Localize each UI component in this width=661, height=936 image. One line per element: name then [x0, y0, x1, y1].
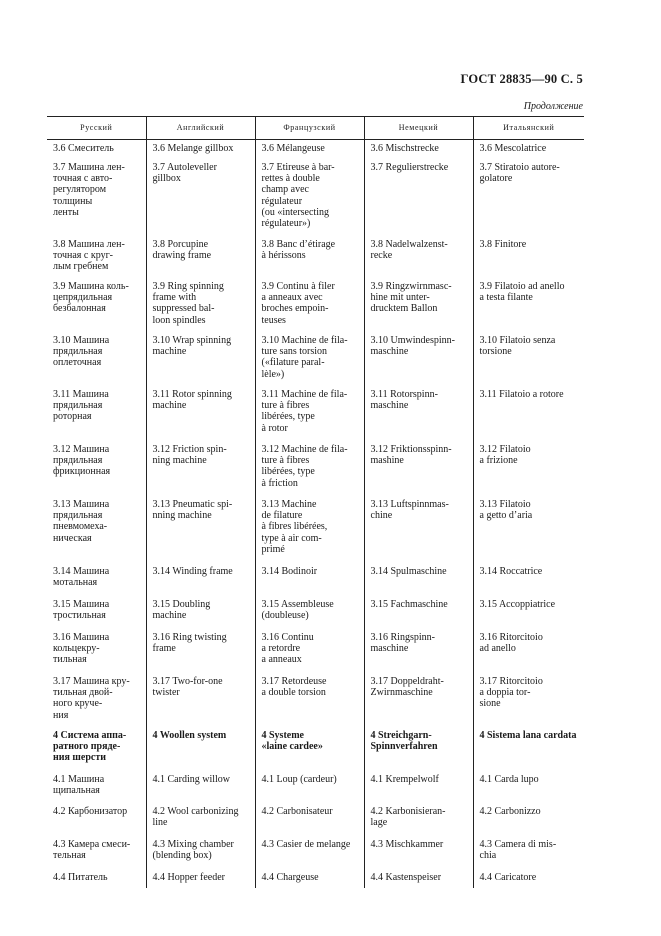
- term-cell-italian: 4.2 Carbonizzo: [473, 803, 584, 836]
- term-cell-russian: 3.13 Машина прядильная пневмомеха- ническая: [53, 499, 110, 544]
- term-cell-german: 3.15 Fachmaschine: [364, 596, 473, 629]
- term-cell-french: 3.8 Banc d’étirage à hérissons: [255, 236, 364, 278]
- term-cell-french: 4 Systeme «laine cardee»: [255, 727, 364, 771]
- term-cell-english: 3.8 Porcupine drawing frame: [146, 236, 255, 278]
- table-row: [47, 673, 584, 727]
- term-cell-russian: 3.14 Машина мотальная: [53, 566, 110, 589]
- term-cell-english: 3.13 Pneumatic spi- nning machine: [146, 496, 255, 563]
- term-cell-italian: 3.12 Filatoio a frizione: [473, 441, 584, 496]
- term-cell-russian: 3.12 Машина прядильная фрикционная: [53, 444, 111, 478]
- term-cell-english: 3.9 Ring spinning frame with suppressed bal- loon spindles: [146, 278, 255, 332]
- table-row: [47, 563, 584, 596]
- term-cell-russian: 4.1 Машина щипальная: [53, 774, 105, 797]
- term-cell-french: 3.7 Etireuse à bar- rettes à double champ avec régulateur (ou «intersecting régulateur»): [255, 159, 364, 236]
- continuation-label: Продолжение: [523, 101, 583, 112]
- term-cell-german: 4 Streichgarn- Spinnverfahren: [364, 727, 473, 771]
- table-header-row: [47, 117, 584, 140]
- table-body: [47, 140, 584, 889]
- term-cell-german: 4.4 Kastenspeiser: [364, 869, 473, 888]
- term-cell-russian: 4.4 Питатель: [53, 872, 108, 883]
- term-cell-russian: 4.2 Карбонизатор: [53, 806, 128, 817]
- term-cell-russian: 3.10 Машина прядильная оплеточная: [53, 335, 110, 369]
- term-cell-french: 3.16 Continu a retordre a anneaux: [255, 629, 364, 673]
- term-cell-italian: 4.1 Carda lupo: [473, 771, 584, 803]
- term-cell-russian: 4.3 Камера смеси- тельная: [53, 839, 131, 862]
- term-cell-french: 3.11 Machine de fila- ture à fibres libérées, type à rotor: [255, 386, 364, 441]
- term-cell-german: 3.16 Ringspinn- maschine: [364, 629, 473, 673]
- column-header-english: Английский: [146, 117, 255, 140]
- term-cell-french: 3.17 Retordeuse a double torsion: [255, 673, 364, 727]
- table-row: [47, 159, 584, 236]
- term-cell-english: 3.17 Two-for-one twister: [146, 673, 255, 727]
- term-cell-italian: 3.17 Ritorcitoio a doppia tor- sione: [473, 673, 584, 727]
- column-header-german: Немецкий: [364, 117, 473, 140]
- term-cell-russian: 3.11 Машина прядильная роторная: [53, 389, 109, 423]
- term-cell-german: 3.14 Spulmaschine: [364, 563, 473, 596]
- term-cell-english: 3.14 Winding frame: [146, 563, 255, 596]
- term-cell-german: 3.9 Ringzwirnmasc- hine mit unter- drucktem Ballon: [364, 278, 473, 332]
- term-cell-russian: 4 Система аппа- ратного пряде- ния шерсти: [53, 730, 127, 764]
- term-cell-english: 4.2 Wool carbonizing line: [146, 803, 255, 836]
- table-row: [47, 803, 584, 836]
- term-cell-italian: 4.4 Caricatore: [473, 869, 584, 888]
- term-cell-french: 3.15 Assembleuse (doubleuse): [255, 596, 364, 629]
- term-cell-english: 3.11 Rotor spinning machine: [146, 386, 255, 441]
- term-cell-russian: 3.6 Смеситель: [53, 143, 114, 154]
- table-row: [47, 278, 584, 332]
- term-cell-italian: 3.7 Stiratoio autore- golatore: [473, 159, 584, 236]
- term-cell-english: 4.4 Hopper feeder: [146, 869, 255, 888]
- term-cell-italian: 3.15 Accoppiatrice: [473, 596, 584, 629]
- term-cell-french: 4.4 Chargeuse: [255, 869, 364, 888]
- term-cell-german: 3.11 Rotorspinn- maschine: [364, 386, 473, 441]
- term-cell-italian: 3.9 Filatoio ad anello a testa filante: [473, 278, 584, 332]
- term-cell-italian: 3.13 Filatoio a getto d’aria: [473, 496, 584, 563]
- term-cell-french: 4.1 Loup (cardeur): [255, 771, 364, 803]
- term-cell-french: 4.2 Carbonisateur: [255, 803, 364, 836]
- term-cell-english: 4 Woollen system: [146, 727, 255, 771]
- column-header-russian: Русский: [47, 117, 146, 140]
- term-cell-russian: 3.7 Машина лен- точная с авто- регулятором толщины ленты: [53, 162, 125, 218]
- term-cell-german: 4.2 Karbonisieran- lage: [364, 803, 473, 836]
- term-cell-italian: 3.14 Roccatrice: [473, 563, 584, 596]
- terms-table: [47, 116, 584, 888]
- table-row: [47, 236, 584, 278]
- table-row: [47, 869, 584, 888]
- term-cell-italian: 3.8 Finitore: [473, 236, 584, 278]
- term-cell-russian: 3.8 Машина лен- точная с круг- лым гребнем: [53, 239, 125, 273]
- term-cell-german: 3.10 Umwindespinn- maschine: [364, 332, 473, 386]
- column-header-french: Французский: [255, 117, 364, 140]
- term-cell-german: 4.1 Krempelwolf: [364, 771, 473, 803]
- table-row: [47, 629, 584, 673]
- term-cell-german: 4.3 Mischkammer: [364, 836, 473, 869]
- term-cell-german: 3.17 Doppeldraht- Zwirnmaschine: [364, 673, 473, 727]
- term-cell-german: 3.7 Regulierstrecke: [364, 159, 473, 236]
- table-row: [47, 836, 584, 869]
- term-cell-french: 4.3 Casier de melange: [255, 836, 364, 869]
- term-cell-english: 4.3 Mixing chamber (blending box): [146, 836, 255, 869]
- table-row: [47, 496, 584, 563]
- term-cell-german: 3.8 Nadelwalzenst- recke: [364, 236, 473, 278]
- term-cell-french: 3.13 Machine de filature à fibres libérées, type à air com- primé: [255, 496, 364, 563]
- term-cell-french: 3.14 Bodinoir: [255, 563, 364, 596]
- term-cell-english: 3.10 Wrap spinning machine: [146, 332, 255, 386]
- term-cell-russian: 3.17 Машина кру- тильная двой- ного круче- ния: [53, 676, 130, 721]
- term-cell-russian: 3.9 Машина коль- цепрядильная безбалонная: [53, 281, 129, 315]
- table-row: [47, 771, 584, 803]
- term-cell-italian: 4 Sistema lana cardata: [473, 727, 584, 771]
- table-row: [47, 140, 584, 160]
- term-cell-italian: 3.16 Ritorcitoio ad anello: [473, 629, 584, 673]
- term-cell-german: 3.6 Mischstrecke: [364, 140, 473, 160]
- column-header-italian: Итальянский: [473, 117, 584, 140]
- term-cell-italian: 3.11 Filatoio a rotore: [473, 386, 584, 441]
- table-row: [47, 332, 584, 386]
- term-cell-italian: 4.3 Camera di mis- chia: [473, 836, 584, 869]
- term-cell-german: 3.12 Friktionsspinn- mashine: [364, 441, 473, 496]
- page-header: ГОСТ 28835—90 С. 5: [460, 72, 583, 86]
- table-row: [47, 441, 584, 496]
- term-cell-english: 3.16 Ring twisting frame: [146, 629, 255, 673]
- term-cell-italian: 3.10 Filatoio senza torsione: [473, 332, 584, 386]
- table-row: [47, 727, 584, 771]
- table-row: [47, 596, 584, 629]
- term-cell-english: 3.12 Friction spin- ning machine: [146, 441, 255, 496]
- table-row: [47, 386, 584, 441]
- term-cell-russian: 3.15 Машина тростильная: [53, 599, 110, 622]
- term-cell-french: 3.9 Continu à filer a anneaux avec broches empoin- teuses: [255, 278, 364, 332]
- term-cell-french: 3.6 Mélangeuse: [255, 140, 364, 160]
- term-cell-french: 3.10 Machine de fila- ture sans torsion («filature paral- lèle»): [255, 332, 364, 386]
- term-cell-english: 4.1 Carding willow: [146, 771, 255, 803]
- term-cell-english: 3.15 Doubling machine: [146, 596, 255, 629]
- term-cell-english: 3.6 Melange gillbox: [146, 140, 255, 160]
- term-cell-german: 3.13 Luftspinnmas- chine: [364, 496, 473, 563]
- term-cell-french: 3.12 Machine de fila- ture à fibres libérées, type à friction: [255, 441, 364, 496]
- term-cell-english: 3.7 Autoleveller gillbox: [146, 159, 255, 236]
- term-cell-italian: 3.6 Mescolatrice: [473, 140, 584, 160]
- term-cell-russian: 3.16 Машина кольцекру- тильная: [53, 632, 110, 666]
